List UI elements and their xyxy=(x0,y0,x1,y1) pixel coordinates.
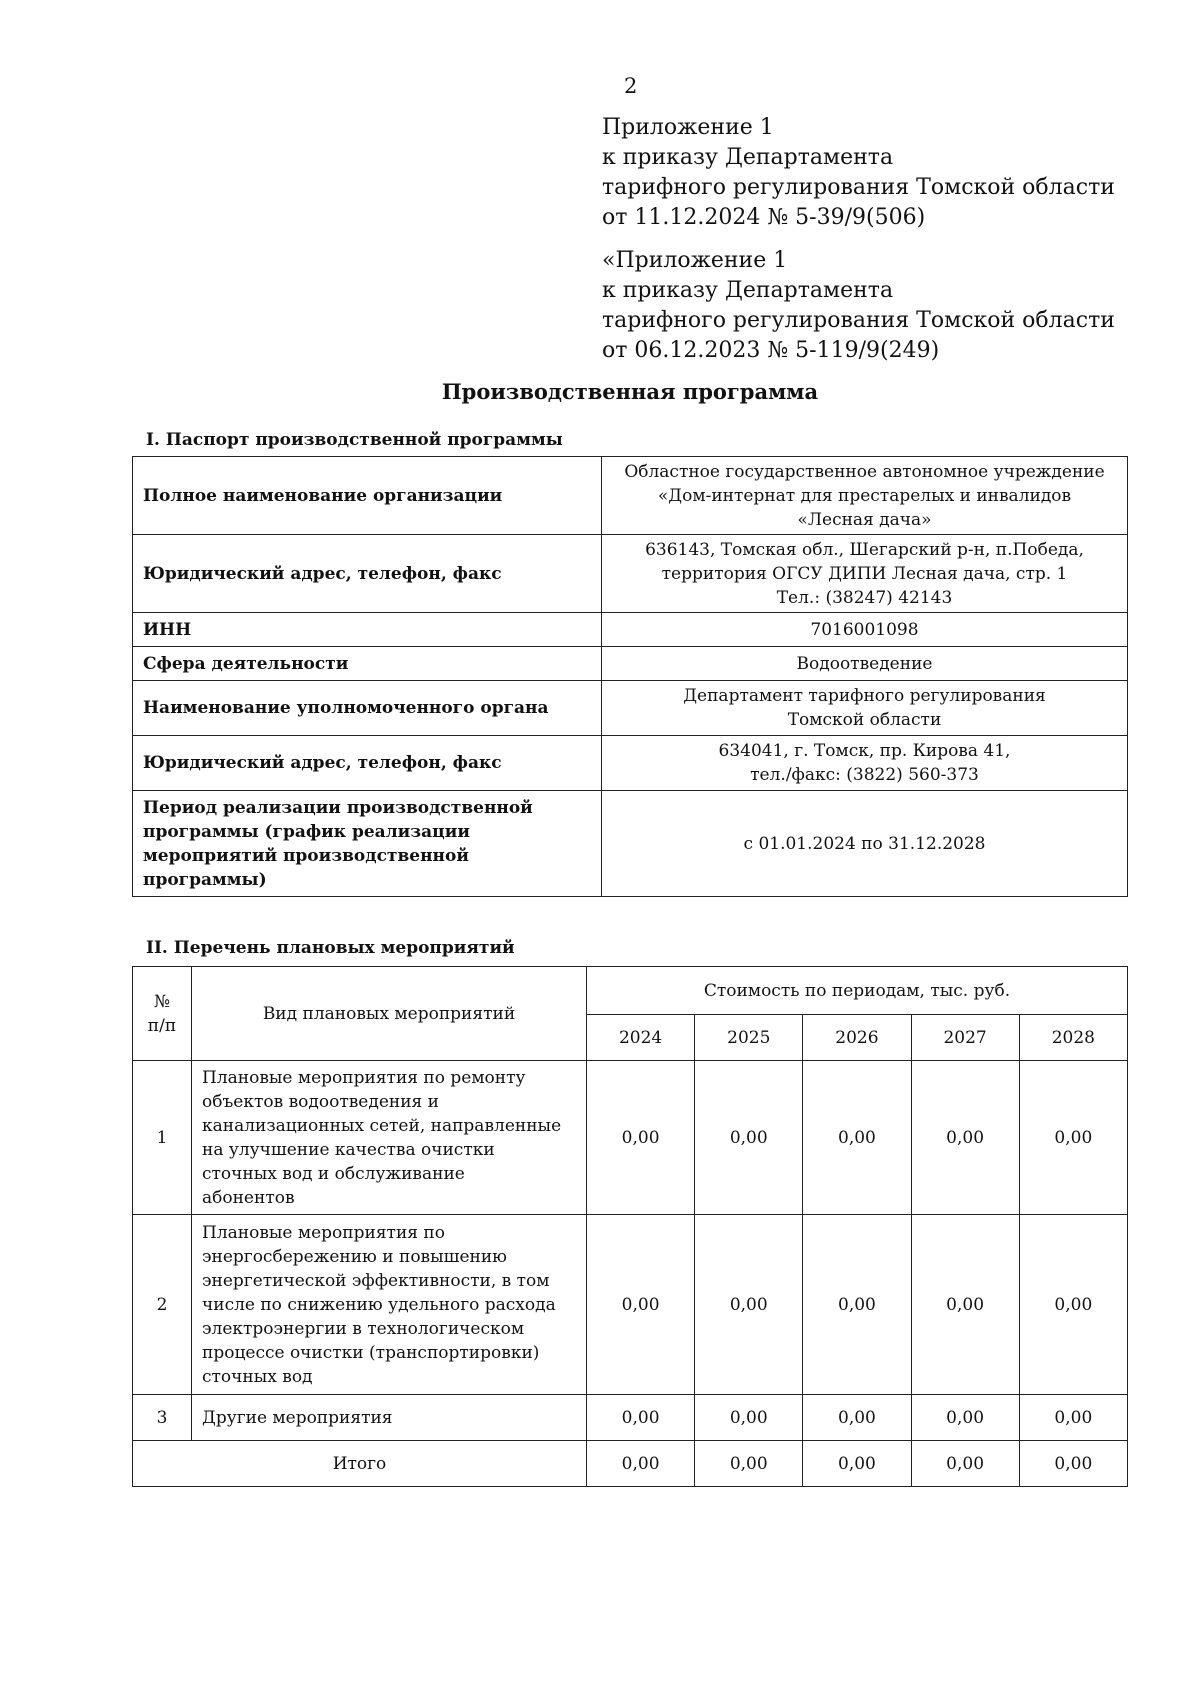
passport-label: ИНН xyxy=(133,613,602,647)
appendix-current xyxy=(602,113,1115,233)
name-line: числе по снижению удельного расхода xyxy=(202,1294,556,1315)
row-value: 0,00 xyxy=(695,1395,803,1441)
header-year: 2026 xyxy=(803,1015,911,1061)
name-line: абонентов xyxy=(202,1187,295,1208)
passport-label: Полное наименование организации xyxy=(133,457,602,535)
row-value: 0,00 xyxy=(911,1395,1019,1441)
total-value: 0,00 xyxy=(911,1441,1019,1487)
row-name xyxy=(192,1215,587,1395)
appendix-line: «Приложение 1 xyxy=(602,248,788,273)
value-line: 634041, г. Томск, пр. Кирова 41, xyxy=(718,741,1011,761)
passport-row xyxy=(133,535,1128,613)
row-value: 0,00 xyxy=(587,1215,695,1395)
passport-value xyxy=(602,613,1128,647)
plan-section-title: II. Перечень плановых мероприятий xyxy=(146,938,515,958)
label-line: мероприятий производственной xyxy=(143,845,469,866)
value-line: 636143, Томская обл., Шегарский р-н, п.Победа, xyxy=(645,539,1084,560)
name-line: Другие мероприятия xyxy=(202,1407,393,1428)
passport-label: Юридический адрес, телефон, факс xyxy=(133,736,602,791)
passport-value xyxy=(602,681,1128,736)
plan-header-row xyxy=(133,967,1128,1015)
header-year: 2025 xyxy=(695,1015,803,1061)
header-cost: Стоимость по периодам, тыс. руб. xyxy=(587,967,1128,1015)
passport-row xyxy=(133,681,1128,736)
name-line: объектов водоотведения и xyxy=(202,1091,440,1112)
passport-value xyxy=(602,457,1128,535)
value-line: Водоотведение xyxy=(796,653,933,674)
passport-row xyxy=(133,647,1128,681)
appendix-line: к приказу Департамента xyxy=(602,278,894,303)
passport-table xyxy=(132,456,1128,897)
passport-value xyxy=(602,647,1128,681)
value-line: «Дом-интернат для престарелых и инвалидов xyxy=(657,485,1072,506)
row-value: 0,00 xyxy=(695,1215,803,1395)
row-name xyxy=(192,1061,587,1215)
row-name xyxy=(192,1395,587,1441)
header-year: 2028 xyxy=(1019,1015,1127,1061)
appendix-line: от 06.12.2023 № 5-119/9(249) xyxy=(602,338,940,363)
row-value: 0,00 xyxy=(587,1395,695,1441)
value-line: Тел.: (38247) 42143 xyxy=(776,587,953,608)
table-row xyxy=(133,1061,1128,1215)
row-value: 0,00 xyxy=(695,1061,803,1215)
row-value: 0,00 xyxy=(911,1061,1019,1215)
appendix-previous xyxy=(602,246,1115,366)
value-line: территория ОГСУ ДИПИ Лесная дача, стр. 1 xyxy=(661,563,1068,584)
row-value: 0,00 xyxy=(803,1061,911,1215)
value-line: «Лесная дача» xyxy=(797,509,932,530)
passport-label xyxy=(133,791,602,897)
appendix-line: от 11.12.2024 № 5-39/9(506) xyxy=(602,205,926,230)
passport-row xyxy=(133,736,1128,791)
label-line: программы) xyxy=(143,869,267,890)
appendix-line: тарифного регулирования Томской области xyxy=(602,308,1115,333)
passport-row xyxy=(133,457,1128,535)
table-row xyxy=(133,1215,1128,1395)
appendix-line: тарифного регулирования Томской области xyxy=(602,175,1115,200)
passport-section-title: I. Паспорт производственной программы xyxy=(146,430,563,450)
row-number: 3 xyxy=(133,1395,192,1441)
value-line: Департамент тарифного регулирования xyxy=(683,686,1046,706)
passport-value xyxy=(602,535,1128,613)
header-line: № xyxy=(153,991,171,1012)
name-line: сточных вод xyxy=(202,1366,313,1387)
appendix-line: к приказу Департамента xyxy=(602,145,894,170)
header-line: п/п xyxy=(147,1015,177,1036)
passport-row xyxy=(133,791,1128,897)
value-line: тел./факс: (3822) 560-373 xyxy=(750,765,979,785)
row-value: 0,00 xyxy=(587,1061,695,1215)
label-line: программы (график реализации xyxy=(143,821,470,842)
table-row xyxy=(133,1395,1128,1441)
header-year: 2027 xyxy=(911,1015,1019,1061)
name-line: Плановые мероприятия по ремонту xyxy=(202,1067,526,1088)
value-line: 7016001098 xyxy=(810,619,919,640)
passport-label: Наименование уполномоченного органа xyxy=(133,681,602,736)
passport-label: Сфера деятельности xyxy=(133,647,602,681)
appendix-line: Приложение 1 xyxy=(602,115,774,140)
row-value: 0,00 xyxy=(1019,1215,1127,1395)
document-title: Производственная программа xyxy=(441,379,819,404)
row-value: 0,00 xyxy=(1019,1395,1127,1441)
value-line: Томской области xyxy=(787,710,942,730)
passport-value xyxy=(602,736,1128,791)
passport-row xyxy=(133,613,1128,647)
label-line: Период реализации производственной xyxy=(143,797,533,818)
row-value: 0,00 xyxy=(911,1215,1019,1395)
passport-label: Юридический адрес, телефон, факс xyxy=(133,535,602,613)
row-value: 0,00 xyxy=(803,1215,911,1395)
total-value: 0,00 xyxy=(587,1441,695,1487)
header-kind: Вид плановых мероприятий xyxy=(192,967,587,1061)
row-value: 0,00 xyxy=(1019,1061,1127,1215)
name-line: энергетической эффективности, в том xyxy=(202,1270,550,1291)
value-line: Областное государственное автономное учреждение xyxy=(624,461,1105,482)
name-line: процессе очистки (транспортировки) xyxy=(202,1342,540,1363)
passport-value xyxy=(602,791,1128,897)
value-line: с 01.01.2024 по 31.12.2028 xyxy=(743,833,986,854)
row-number: 1 xyxy=(133,1061,192,1215)
name-line: электроэнергии в технологическом xyxy=(202,1318,525,1339)
name-line: канализационных сетей, направленные xyxy=(202,1115,562,1136)
total-value: 0,00 xyxy=(1019,1441,1127,1487)
total-label: Итого xyxy=(133,1441,587,1487)
row-number: 2 xyxy=(133,1215,192,1395)
name-line: на улучшение качества очистки xyxy=(202,1139,495,1160)
name-line: сточных вод и обслуживание xyxy=(202,1163,465,1184)
plan-table xyxy=(132,966,1128,1487)
header-number xyxy=(133,967,192,1061)
name-line: энергосбережению и повышению xyxy=(202,1246,507,1267)
name-line: Плановые мероприятия по xyxy=(202,1222,445,1243)
total-value: 0,00 xyxy=(803,1441,911,1487)
header-year: 2024 xyxy=(587,1015,695,1061)
total-row xyxy=(133,1441,1128,1487)
page-number: 2 xyxy=(624,74,638,98)
total-value: 0,00 xyxy=(695,1441,803,1487)
row-value: 0,00 xyxy=(803,1395,911,1441)
